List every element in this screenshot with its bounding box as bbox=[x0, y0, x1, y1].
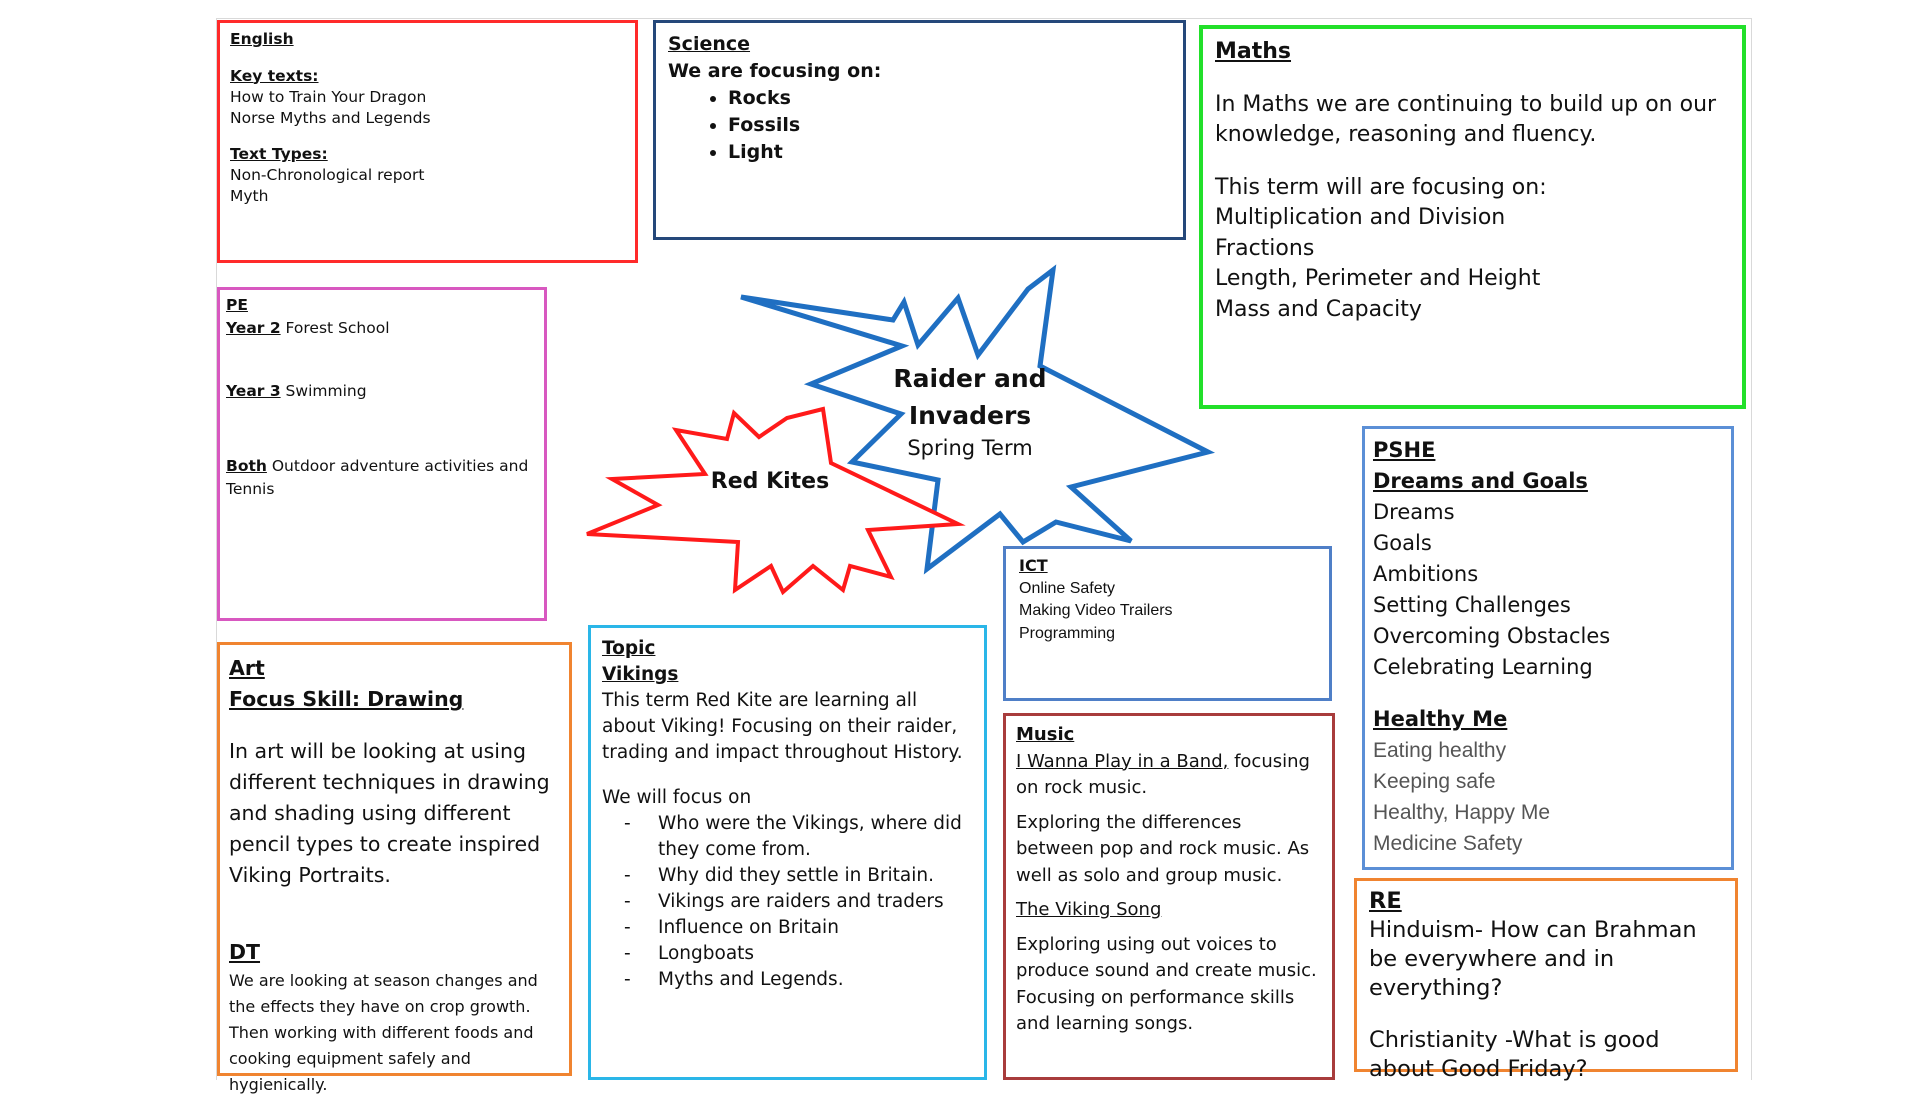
music-box bbox=[1003, 713, 1335, 1080]
music-title: Music bbox=[1016, 724, 1075, 745]
pshe-title: PSHE bbox=[1373, 438, 1436, 462]
pshe-item: Overcoming Obstacles bbox=[1373, 624, 1611, 648]
ict-item: Online Safety bbox=[1019, 579, 1116, 597]
topic-item: - Longboats bbox=[658, 941, 973, 967]
pe-year2-text: Forest School bbox=[285, 319, 390, 337]
pe-both-label: Both bbox=[226, 457, 267, 475]
topic-item: - Who were the Vikings, where did they come from. bbox=[658, 811, 973, 863]
english-title: English bbox=[230, 30, 294, 48]
pshe-item: Medicine Safety bbox=[1373, 832, 1523, 855]
pshe-item: Setting Challenges bbox=[1373, 593, 1571, 617]
maths-item: Length, Perimeter and Height bbox=[1215, 266, 1541, 291]
re-title: RE bbox=[1369, 888, 1402, 914]
pe-title: PE bbox=[226, 296, 248, 314]
science-box bbox=[653, 20, 1186, 240]
ict-item: Making Video Trailers bbox=[1019, 602, 1173, 619]
pe-box bbox=[217, 287, 547, 621]
key-text-item: How to Train Your Dragon bbox=[230, 87, 427, 106]
topic-item: - Myths and Legends. bbox=[658, 967, 973, 993]
maths-item: Multiplication and Division bbox=[1215, 205, 1506, 230]
science-item: • Light bbox=[728, 139, 1171, 166]
pe-year3-text: Swimming bbox=[285, 382, 367, 400]
music-text1: Exploring the differences between pop and rock music. As well as solo and group music. bbox=[1016, 811, 1310, 886]
music-song1-rest: focusing on rock music. bbox=[1016, 750, 1310, 798]
key-text-item: Norse Myths and Legends bbox=[230, 108, 431, 127]
science-title: Science bbox=[668, 33, 751, 55]
pshe-box bbox=[1362, 426, 1734, 870]
red-kites-label: Red Kites bbox=[710, 469, 830, 494]
re-line1: Hinduism- How can Brahman be everywhere and in everything? bbox=[1369, 917, 1697, 1001]
art-focus-skill: Focus Skill: Drawing bbox=[229, 687, 464, 711]
topic-title: Topic bbox=[602, 638, 656, 659]
key-texts-label: Key texts: bbox=[230, 66, 319, 85]
pe-both-line bbox=[226, 455, 538, 501]
pe-year3-label: Year 3 bbox=[226, 382, 281, 400]
science-intro: We are focusing on: bbox=[668, 60, 882, 82]
music-song1-line bbox=[1016, 749, 1322, 802]
text-type-item: Non-Chronological report bbox=[230, 166, 425, 184]
pshe-item: Eating healthy bbox=[1373, 739, 1507, 762]
maths-item: Fractions bbox=[1215, 235, 1315, 261]
ict-item: Programming bbox=[1019, 624, 1116, 642]
maths-focus-intro: This term will are focusing on: bbox=[1215, 174, 1547, 200]
spring-term-label: Spring Term bbox=[907, 436, 1033, 460]
topic-item: - Why did they settle in Britain. bbox=[658, 863, 973, 889]
maths-intro: In Maths we are continuing to build up on our knowledge, reasoning and fluency. bbox=[1215, 91, 1717, 147]
art-box bbox=[217, 642, 572, 1094]
art-text: In art will be looking at using different techniques in drawing and shading using different pencil types to create inspired Viking Portraits. bbox=[229, 738, 550, 887]
dt-title: DT bbox=[229, 939, 261, 964]
pshe-item: Celebrating Learning bbox=[1373, 655, 1593, 679]
text-types-label: Text Types: bbox=[230, 145, 328, 163]
maths-item: Mass and Capacity bbox=[1215, 296, 1422, 322]
pshe-item: Keeping safe bbox=[1373, 770, 1496, 793]
topic-item: - Vikings are raiders and traders bbox=[658, 889, 973, 915]
pe-year2-line bbox=[226, 317, 538, 340]
science-item: • Rocks bbox=[728, 85, 1171, 112]
dreams-goals-title: Dreams and Goals bbox=[1373, 469, 1588, 493]
re-line2: Christianity -What is good about Good Friday? bbox=[1369, 1026, 1660, 1082]
maths-title: Maths bbox=[1215, 39, 1292, 64]
science-item: • Fossils bbox=[728, 112, 1171, 139]
music-song1: I Wanna Play in a Band, bbox=[1016, 750, 1229, 772]
topic-item: - Influence on Britain bbox=[658, 915, 973, 941]
pshe-item: Ambitions bbox=[1373, 562, 1479, 586]
music-song2: The Viking Song bbox=[1016, 899, 1162, 920]
topic-text: This term Red Kite are learning all about Viking! Focusing on their raider, trading and impact throughout History. bbox=[602, 690, 963, 763]
ict-box bbox=[1003, 546, 1332, 701]
healthy-me-title: Healthy Me bbox=[1373, 707, 1508, 731]
topic-subtitle: Vikings bbox=[602, 664, 679, 685]
music-text2: Exploring using out voices to produce sound and create music. Focusing on performance skills and learning songs. bbox=[1016, 933, 1317, 1034]
re-box bbox=[1354, 878, 1738, 1082]
text-type-item: Myth bbox=[230, 187, 269, 205]
maths-box bbox=[1199, 25, 1746, 409]
pe-year2-label: Year 2 bbox=[226, 319, 281, 337]
topic-box bbox=[588, 625, 987, 1080]
dt-text: We are looking at season changes and the effects they have on crop growth. Then working with different foods and cooking equipment safely and hygienically. bbox=[229, 970, 538, 1094]
english-box bbox=[217, 20, 638, 263]
raider-and-invaders-title: Raider and Invaders bbox=[893, 364, 1047, 430]
topic-focus-intro: We will focus on bbox=[602, 786, 752, 808]
pe-both-text: Outdoor adventure activities and Tennis bbox=[226, 457, 529, 498]
pshe-item: Dreams bbox=[1373, 500, 1455, 524]
pshe-item: Healthy, Happy Me bbox=[1373, 801, 1551, 824]
pshe-item: Goals bbox=[1373, 531, 1432, 555]
pe-year3-line bbox=[226, 380, 538, 403]
art-title: Art bbox=[229, 656, 265, 680]
ict-title: ICT bbox=[1019, 556, 1048, 575]
